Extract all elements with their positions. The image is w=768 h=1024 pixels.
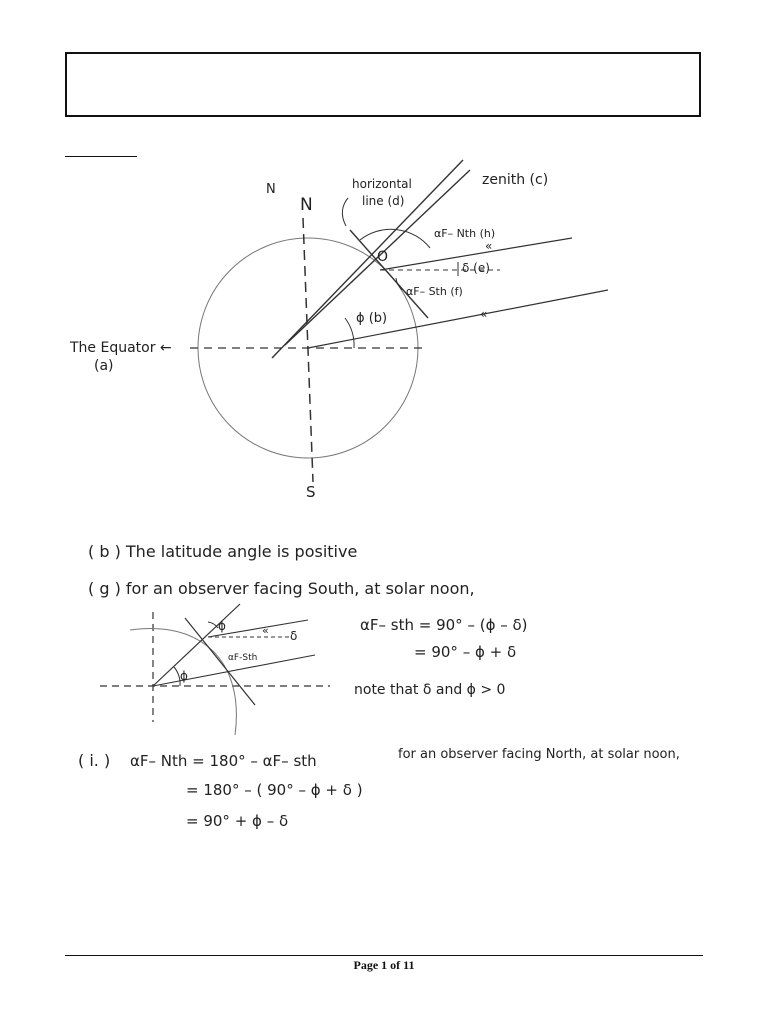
note-b: ( b ) The latitude angle is positive	[88, 542, 358, 561]
label-north: N	[300, 195, 313, 215]
south-facing-diagram	[100, 604, 330, 735]
d2-label-delta: δ	[290, 629, 298, 643]
ray-arrow-upper: «	[485, 239, 493, 253]
label-horizontal-line-1: horizontal	[352, 177, 412, 191]
eq-g-note: note that δ and ϕ > 0	[354, 682, 506, 698]
label-alpha-north: αF– Nth (h)	[434, 227, 496, 240]
d2-label-alpha-south: αF-Sth	[228, 653, 258, 663]
north-south-axis	[303, 218, 313, 482]
page-number: Page 1 of 11	[353, 958, 415, 972]
label-phi-b: ϕ (b)	[356, 311, 388, 326]
label-equator: The Equator ←	[70, 340, 172, 356]
label-north-small: N	[266, 182, 276, 197]
label-delta-e: δ (e)	[462, 261, 490, 275]
eq-i-line-3: = 90° + ϕ – δ	[186, 812, 289, 830]
eq-i-line-2: = 180° – ( 90° – ϕ + δ )	[186, 781, 363, 799]
note-g: ( g ) for an observer facing South, at solar noon,	[88, 579, 475, 598]
eq-g-line-2: = 90° – ϕ + δ	[414, 643, 517, 661]
eq-g-line-1: αF– sth = 90° – (ϕ – δ)	[360, 616, 528, 634]
label-equator-a: (a)	[94, 358, 114, 374]
label-origin-o: O	[377, 249, 389, 265]
phi-arc	[345, 318, 354, 348]
eq-i-side-note: for an observer facing North, at solar noon,	[398, 747, 680, 762]
d2-label-phi-bottom: ϕ	[180, 669, 188, 683]
sun-ray-lower	[308, 290, 608, 348]
eq-i-label: ( i. )	[78, 751, 111, 770]
d2-radius-line	[153, 604, 240, 686]
ray-arrow-lower: «	[480, 307, 488, 321]
label-south: S	[306, 483, 316, 501]
horizontal-pointer	[342, 198, 348, 226]
label-horizontal-line-2: line (d)	[362, 194, 405, 208]
eq-i-line-1: αF– Nth = 180° – αF– sth	[130, 752, 317, 770]
label-alpha-south: αF– Sth (f)	[406, 285, 463, 298]
d2-phi-arc-top	[208, 622, 218, 628]
d2-ray-arrow: «	[262, 624, 269, 637]
d2-label-phi-top: ϕ	[218, 619, 226, 633]
label-zenith: zenith (c)	[482, 172, 549, 188]
earth-diagram	[190, 160, 608, 482]
footer-rule	[65, 955, 703, 956]
alpha-nth-arc	[360, 229, 430, 248]
horizontal-line-d	[350, 230, 428, 318]
